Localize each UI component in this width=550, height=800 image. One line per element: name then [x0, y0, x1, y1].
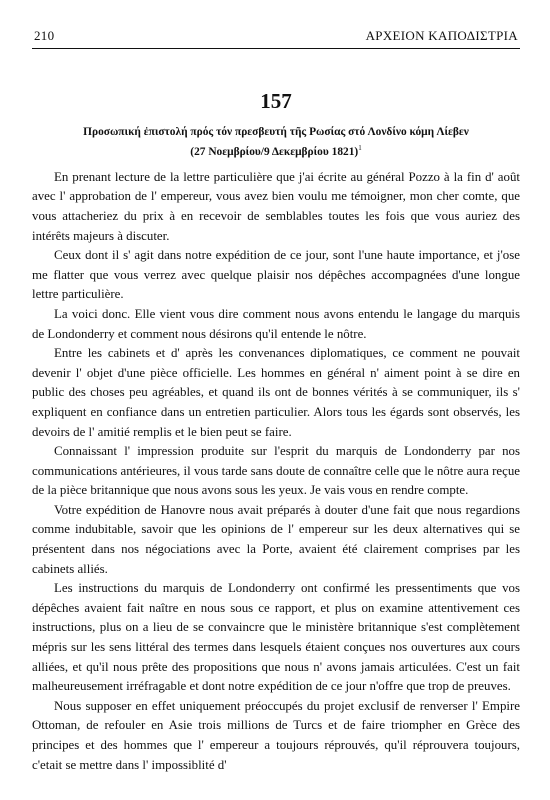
- page-number: 210: [34, 28, 55, 43]
- paragraph: Entre les cabinets et d' après les convenances diplomatiques, ce comment ne pouvait devenir l' objet d'une pièce officielle. Les hommes en général n' aiment point à se dire en public des choses peu agréables, et quand ils ont de bonnes vérités à se communiquer, ils s' expliquent en confiance dans un entretien particulier. Alors tous les égards sont observés, les devoirs de l' amitié remplis et le bien peut se faire.: [32, 346, 520, 439]
- document-title: [42, 124, 510, 160]
- paragraph: Connaissant l' impression produite sur l'esprit du marquis de Londonderry par nos communications antérieures, il vous tarde sans doute de connaître celle que le nôtre aura reçue de la pièce britannique que nous avons sous les yeux. Je vais vous en rendre compte.: [32, 444, 520, 498]
- running-title: ΑΡΧΕΙΟΝ ΚΑΠΟΔΙΣΤΡΙΑ: [365, 28, 518, 43]
- paragraph: Nous supposer en effet uniquement préoccupés du projet exclusif de renverser l' Empire Ottoman, de refouler en Asie trois millions de Turcs et de faire triompher en Grèce des principes et des hommes que l' empereur a toujours réprouvés, qu'il réprouvera toujours, c'etait se mettre dans l' impossiblité d': [32, 698, 520, 772]
- document-title-line-1: Προσωπική ἐπιστολή πρός τόν πρεσβευτή τῆς Ρωσίας στό Λονδίνο κόμη Λίεβεν: [83, 126, 469, 138]
- document-date: (27 Νοεμβρίου/9 Δεκεμβρίου 1821): [190, 145, 359, 158]
- paragraph: La voici donc. Elle vient vous dire comment nous avons entendu le langage du marquis de Londonderry et comment nous désirons qu'il entende le nôtre.: [32, 306, 520, 341]
- letter-body: [32, 168, 520, 775]
- paragraph: En prenant lecture de la lettre particulière que j'ai écrite au général Pozzo à la fin d' août avec l' approbation de l' empereur, vous avez bien voulu me témoigner, mon cher comte, que vous attacheriez du prix à en recevoir de semblables toutes les fois que vous auriez des intérêts majeurs à discuter.: [32, 169, 520, 243]
- document-number: 157: [260, 89, 292, 113]
- document-title-line-2: [42, 140, 510, 160]
- footnote-marker: 1: [358, 144, 362, 152]
- paragraph: Votre expédition de Hanovre nous avait préparés à douter d'une fait que nous regardions comme indubitable, savoir que les opinions de l' empereur sur les deux alternatives qui se présentent dans nos négociations avec la Porte, avaient été clairement comprises par les cabinets alliés.: [32, 502, 520, 576]
- paragraph: Les instructions du marquis de Londonderry ont confirmé les pressentiments que vos dépêches avaient fait naître en nous sous ce rapport, et plus on examine attentivement ces instructions, plus on a lieu de se convaincre que le ministère britannique s'est complètement mépris sur les sens littéral des termes dans lesquels étaient conçues nos ouvertures aux cours alliées, et qu'il nous prête des propositions que nous n' avons jamais articulées. C'est un fait malheureusement irréfragable et dont notre expédition de ce jour n'offre que trop de preuves.: [32, 581, 520, 694]
- paragraph: Ceux dont il s' agit dans notre expédition de ce jour, sont l'une haute importance, et j'ose me flatter que vous verrez avec quelque plaisir nos dépêches accompagnées d'une longue lettre particulière.: [32, 248, 520, 302]
- running-header: [32, 28, 520, 49]
